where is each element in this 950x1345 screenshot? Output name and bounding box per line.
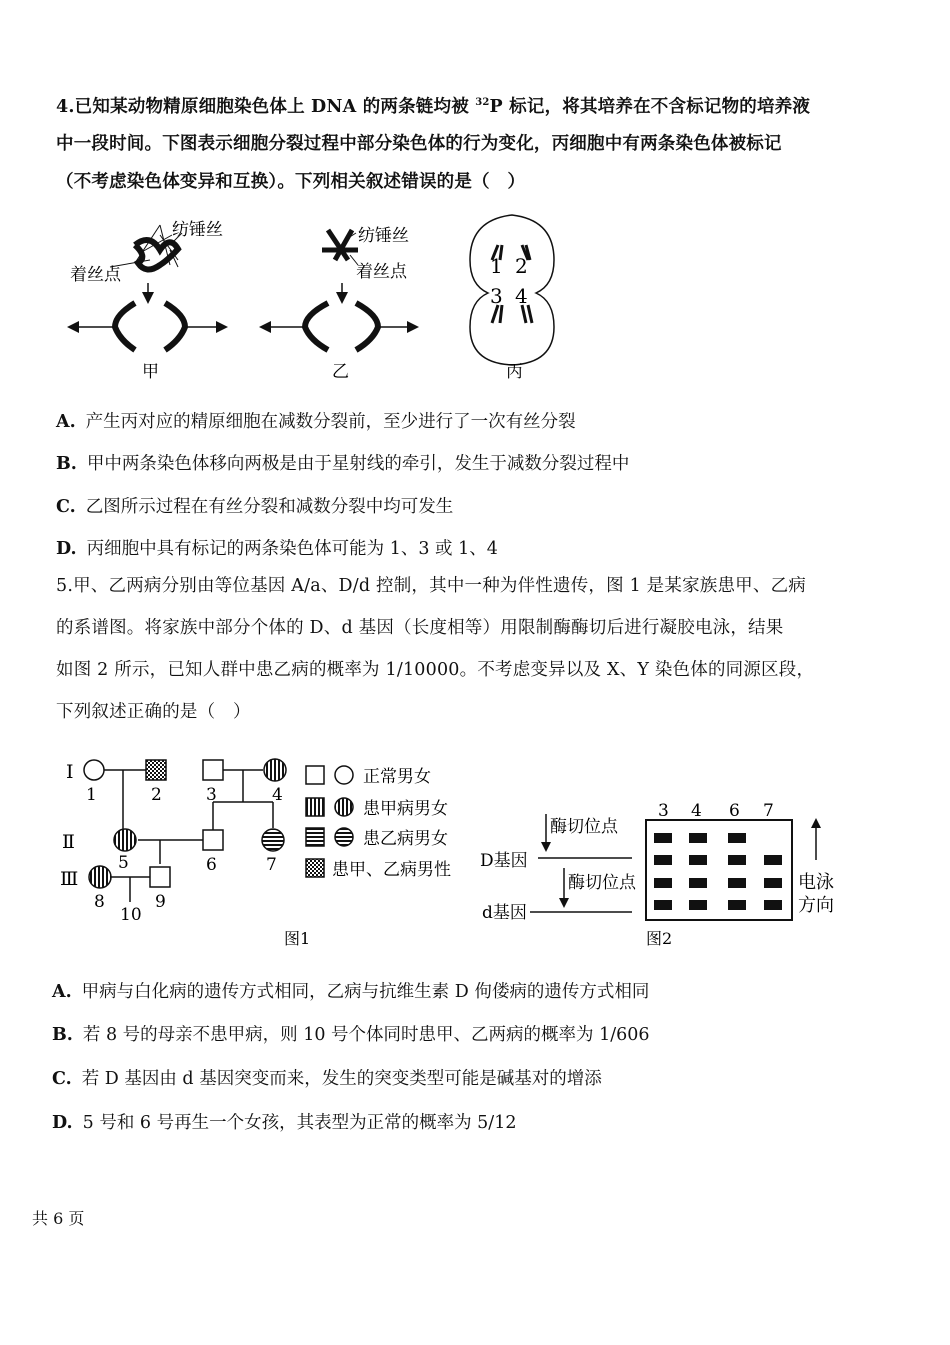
label-3: 3 — [206, 785, 217, 805]
legend-jia-male-icon — [306, 798, 324, 816]
q5-option-d: D. 5 号和 6 号再生一个女孩，其表型为正常的概率为 5/12 — [52, 1113, 517, 1133]
label-yi: 乙 — [332, 362, 349, 382]
individual-6 — [203, 830, 223, 850]
label-9: 9 — [155, 892, 166, 912]
q4-stem-line2: 中一段时间。下图表示细胞分裂过程中部分染色体的行为变化，丙细胞中有两条染色体被标记 — [56, 134, 782, 154]
individual-7 — [262, 829, 284, 851]
label-5: 5 — [118, 853, 129, 873]
lane-4-label: 4 — [691, 801, 702, 821]
q4-option-c: C. 乙图所示过程在有丝分裂和减数分裂中均可发生 — [56, 497, 454, 517]
cell-yi-diagram — [262, 230, 416, 350]
individual-1 — [84, 760, 104, 780]
label-1: 1 — [86, 785, 97, 805]
label-6: 6 — [206, 855, 217, 875]
label-10: 10 — [120, 905, 142, 925]
individual-2 — [146, 760, 166, 780]
q4-stem-line1: 4.已知某动物精原细胞染色体上 DNA 的两条链均被 $^{32}$P 标记，将其培养在不含标记物的培养液 — [56, 96, 811, 117]
lane-6-label: 6 — [729, 801, 740, 821]
q5-option-c: C. 若 D 基因由 d 基因突变而来，发生的突变类型可能是碱基对的增添 — [52, 1069, 602, 1089]
cell-bing-diagram — [470, 215, 554, 365]
spindle-label-yi: 纺锤丝 — [358, 226, 409, 246]
individual-3 — [203, 760, 223, 780]
q4-figure — [60, 205, 580, 390]
direction-label-1: 电泳 — [798, 872, 834, 893]
generation-3-label: Ⅲ — [60, 868, 79, 890]
q4-stem-line3: （不考虑染色体变异和互换）。下列相关叙述错误的是（ ） — [56, 172, 526, 192]
figure2-caption: 图2 — [646, 929, 673, 948]
electrophoresis-figure — [478, 800, 858, 952]
legend-normal: 正常男女 — [363, 767, 431, 787]
chromosome-3-label: 3 — [490, 284, 503, 308]
d-gene-upper-label: D基因 — [480, 851, 528, 871]
pedigree-figure — [58, 752, 478, 952]
q5-stem-line3: 如图 2 所示，已知人群中患乙病的概率为 1/10000。不考虑变异以及 X、Y 染色体的同源区段， — [56, 660, 815, 680]
legend-both: 患甲、乙病男性 — [332, 860, 451, 880]
legend-jia: 患甲病男女 — [363, 799, 448, 819]
cell-jia-diagram — [70, 225, 225, 350]
label-bing: 丙 — [506, 362, 523, 382]
page-count: 共 6 页 — [32, 1209, 85, 1228]
label-jia: 甲 — [142, 362, 159, 382]
direction-label-2: 方向 — [798, 895, 834, 916]
label-7: 7 — [266, 855, 277, 875]
generation-1-label: I — [66, 761, 74, 783]
legend-jia-female-icon — [335, 798, 353, 816]
individual-5 — [114, 829, 136, 851]
q5-option-b: B. 若 8 号的母亲不患甲病，则 10 号个体同时患甲、乙两病的概率为 1/606 — [52, 1025, 650, 1045]
individual-4 — [264, 759, 286, 781]
centromere-label-yi: 着丝点 — [356, 262, 407, 282]
cut-site-label-2: 酶切位点 — [568, 873, 636, 893]
q5-stem-line2: 的系谱图。将家族中部分个体的 D、d 基因（长度相等）用限制酶酶切后进行凝胶电泳，结果 — [56, 618, 784, 638]
figure1-caption: 图1 — [284, 929, 311, 948]
individual-8 — [89, 866, 111, 888]
spindle-label-jia: 纺锤丝 — [172, 220, 223, 240]
q5-option-a: A. 甲病与白化病的遗传方式相同，乙病与抗维生素 D 佝偻病的遗传方式相同 — [52, 982, 650, 1002]
legend-yi: 患乙病男女 — [363, 829, 448, 849]
chromosome-1-label: 1 — [490, 254, 503, 278]
centromere-label-jia: 着丝点 — [70, 265, 121, 285]
legend-yi-female-icon — [335, 828, 353, 846]
q4-option-d: D. 丙细胞中具有标记的两条染色体可能为 1、3 或 1、4 — [56, 539, 498, 559]
lane-3-label: 3 — [658, 801, 669, 821]
legend-normal-male-icon — [306, 766, 324, 784]
chromosome-2-label: 2 — [515, 254, 528, 278]
legend-both-male-icon — [306, 859, 324, 877]
label-2: 2 — [151, 785, 162, 805]
label-4: 4 — [272, 785, 283, 805]
q5-stem-line4: 下列叙述正确的是（ ） — [56, 702, 251, 722]
d-gene-lower-label: d基因 — [482, 903, 527, 923]
legend-yi-male-icon — [306, 828, 324, 846]
q4-option-a: A. 产生丙对应的精原细胞在减数分裂前，至少进行了一次有丝分裂 — [56, 412, 576, 432]
q5-stem-line1: 5.甲、乙两病分别由等位基因 A/a、D/d 控制，其中一种为伴性遗传，图 1 是某家族患甲、乙病 — [56, 576, 806, 596]
individual-9 — [150, 867, 170, 887]
label-8: 8 — [94, 892, 105, 912]
generation-2-label: Ⅱ — [62, 831, 75, 853]
cut-site-label-1: 酶切位点 — [550, 817, 618, 837]
lane-7-label: 7 — [763, 801, 774, 821]
chromosome-4-label: 4 — [515, 284, 528, 308]
q4-option-b: B. 甲中两条染色体移向两极是由于星射线的牵引，发生于减数分裂过程中 — [56, 454, 630, 474]
legend-normal-female-icon — [335, 766, 353, 784]
